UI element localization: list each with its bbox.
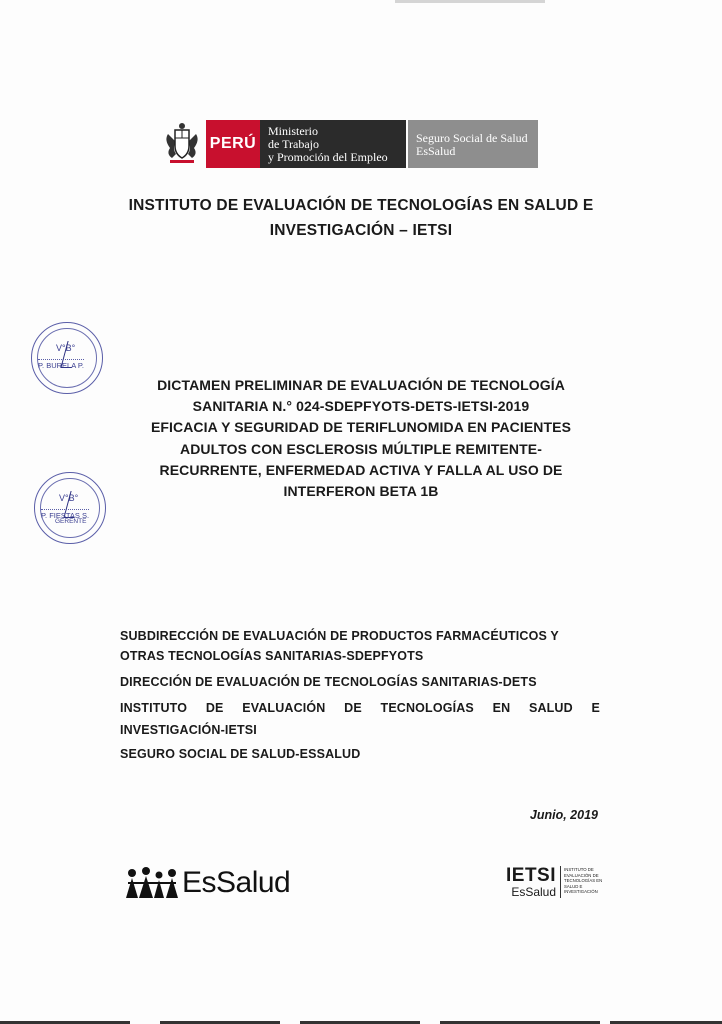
org-ietsi-line1: INSTITUTO DE EVALUACIÓN DE TECNOLOGÍAS EN SALUD E	[120, 701, 600, 715]
scan-artifact-top	[395, 0, 545, 3]
org-sdepfyots: SUBDIRECCIÓN DE EVALUACIÓN DE PRODUCTOS FARMACÉUTICOS Y OTRAS TECNOLOGÍAS SANITARIAS-SDEPFYOTS	[120, 629, 559, 663]
org-ietsi-line2: INVESTIGACIÓN-IETSI	[120, 723, 257, 737]
org-dets: DIRECCIÓN DE EVALUACIÓN DE TECNOLOGÍAS SANITARIAS-DETS	[120, 675, 537, 689]
ietsi-logo: IETSI EsSalud INSTITUTO DE EVALUACIÓN DE TECNOLOGÍAS EN SALUD E INVESTIGACIÓN	[506, 865, 603, 899]
document-date: Junio, 2019	[529, 808, 598, 822]
peru-label: PERÚ	[206, 120, 260, 168]
agency-label: Seguro Social de Salud EsSalud	[408, 120, 538, 168]
institute-title: INSTITUTO DE EVALUACIÓN DE TECNOLOGÍAS EN SALUD E INVESTIGACIÓN – IETSI	[128, 197, 594, 239]
government-header-banner	[160, 120, 542, 168]
ministry-label: Ministerio de Trabajo y Promoción del Empleo	[260, 120, 406, 168]
dictamen-title: DICTAMEN PRELIMINAR DE EVALUACIÓN DE TECNOLOGÍA SANITARIA N.° 024-SDEPFYOTS-DETS-IETSI-2019 EFICACIA Y SEGURIDAD DE TERIFLUNOMIDA EN PACIENTES ADULTOS CON ESCLEROSIS MÚLTIPLE REMITENTE- RECURRENTE, ENFERMEDAD ACTIVA Y FALLA AL USO DE INTERFERON BETA 1B	[150, 377, 572, 500]
org-essalud: SEGURO SOCIAL DE SALUD-ESSALUD	[120, 747, 361, 761]
approval-stamp-fiestas: V°B° P. FIESTAS S. GERENTE	[34, 472, 106, 544]
family-figures-icon	[124, 866, 182, 900]
coat-of-arms-icon	[160, 120, 204, 168]
essalud-logo: EsSalud	[124, 866, 290, 900]
approval-stamp-burela: V°B° P. BURELA P.	[31, 322, 103, 394]
